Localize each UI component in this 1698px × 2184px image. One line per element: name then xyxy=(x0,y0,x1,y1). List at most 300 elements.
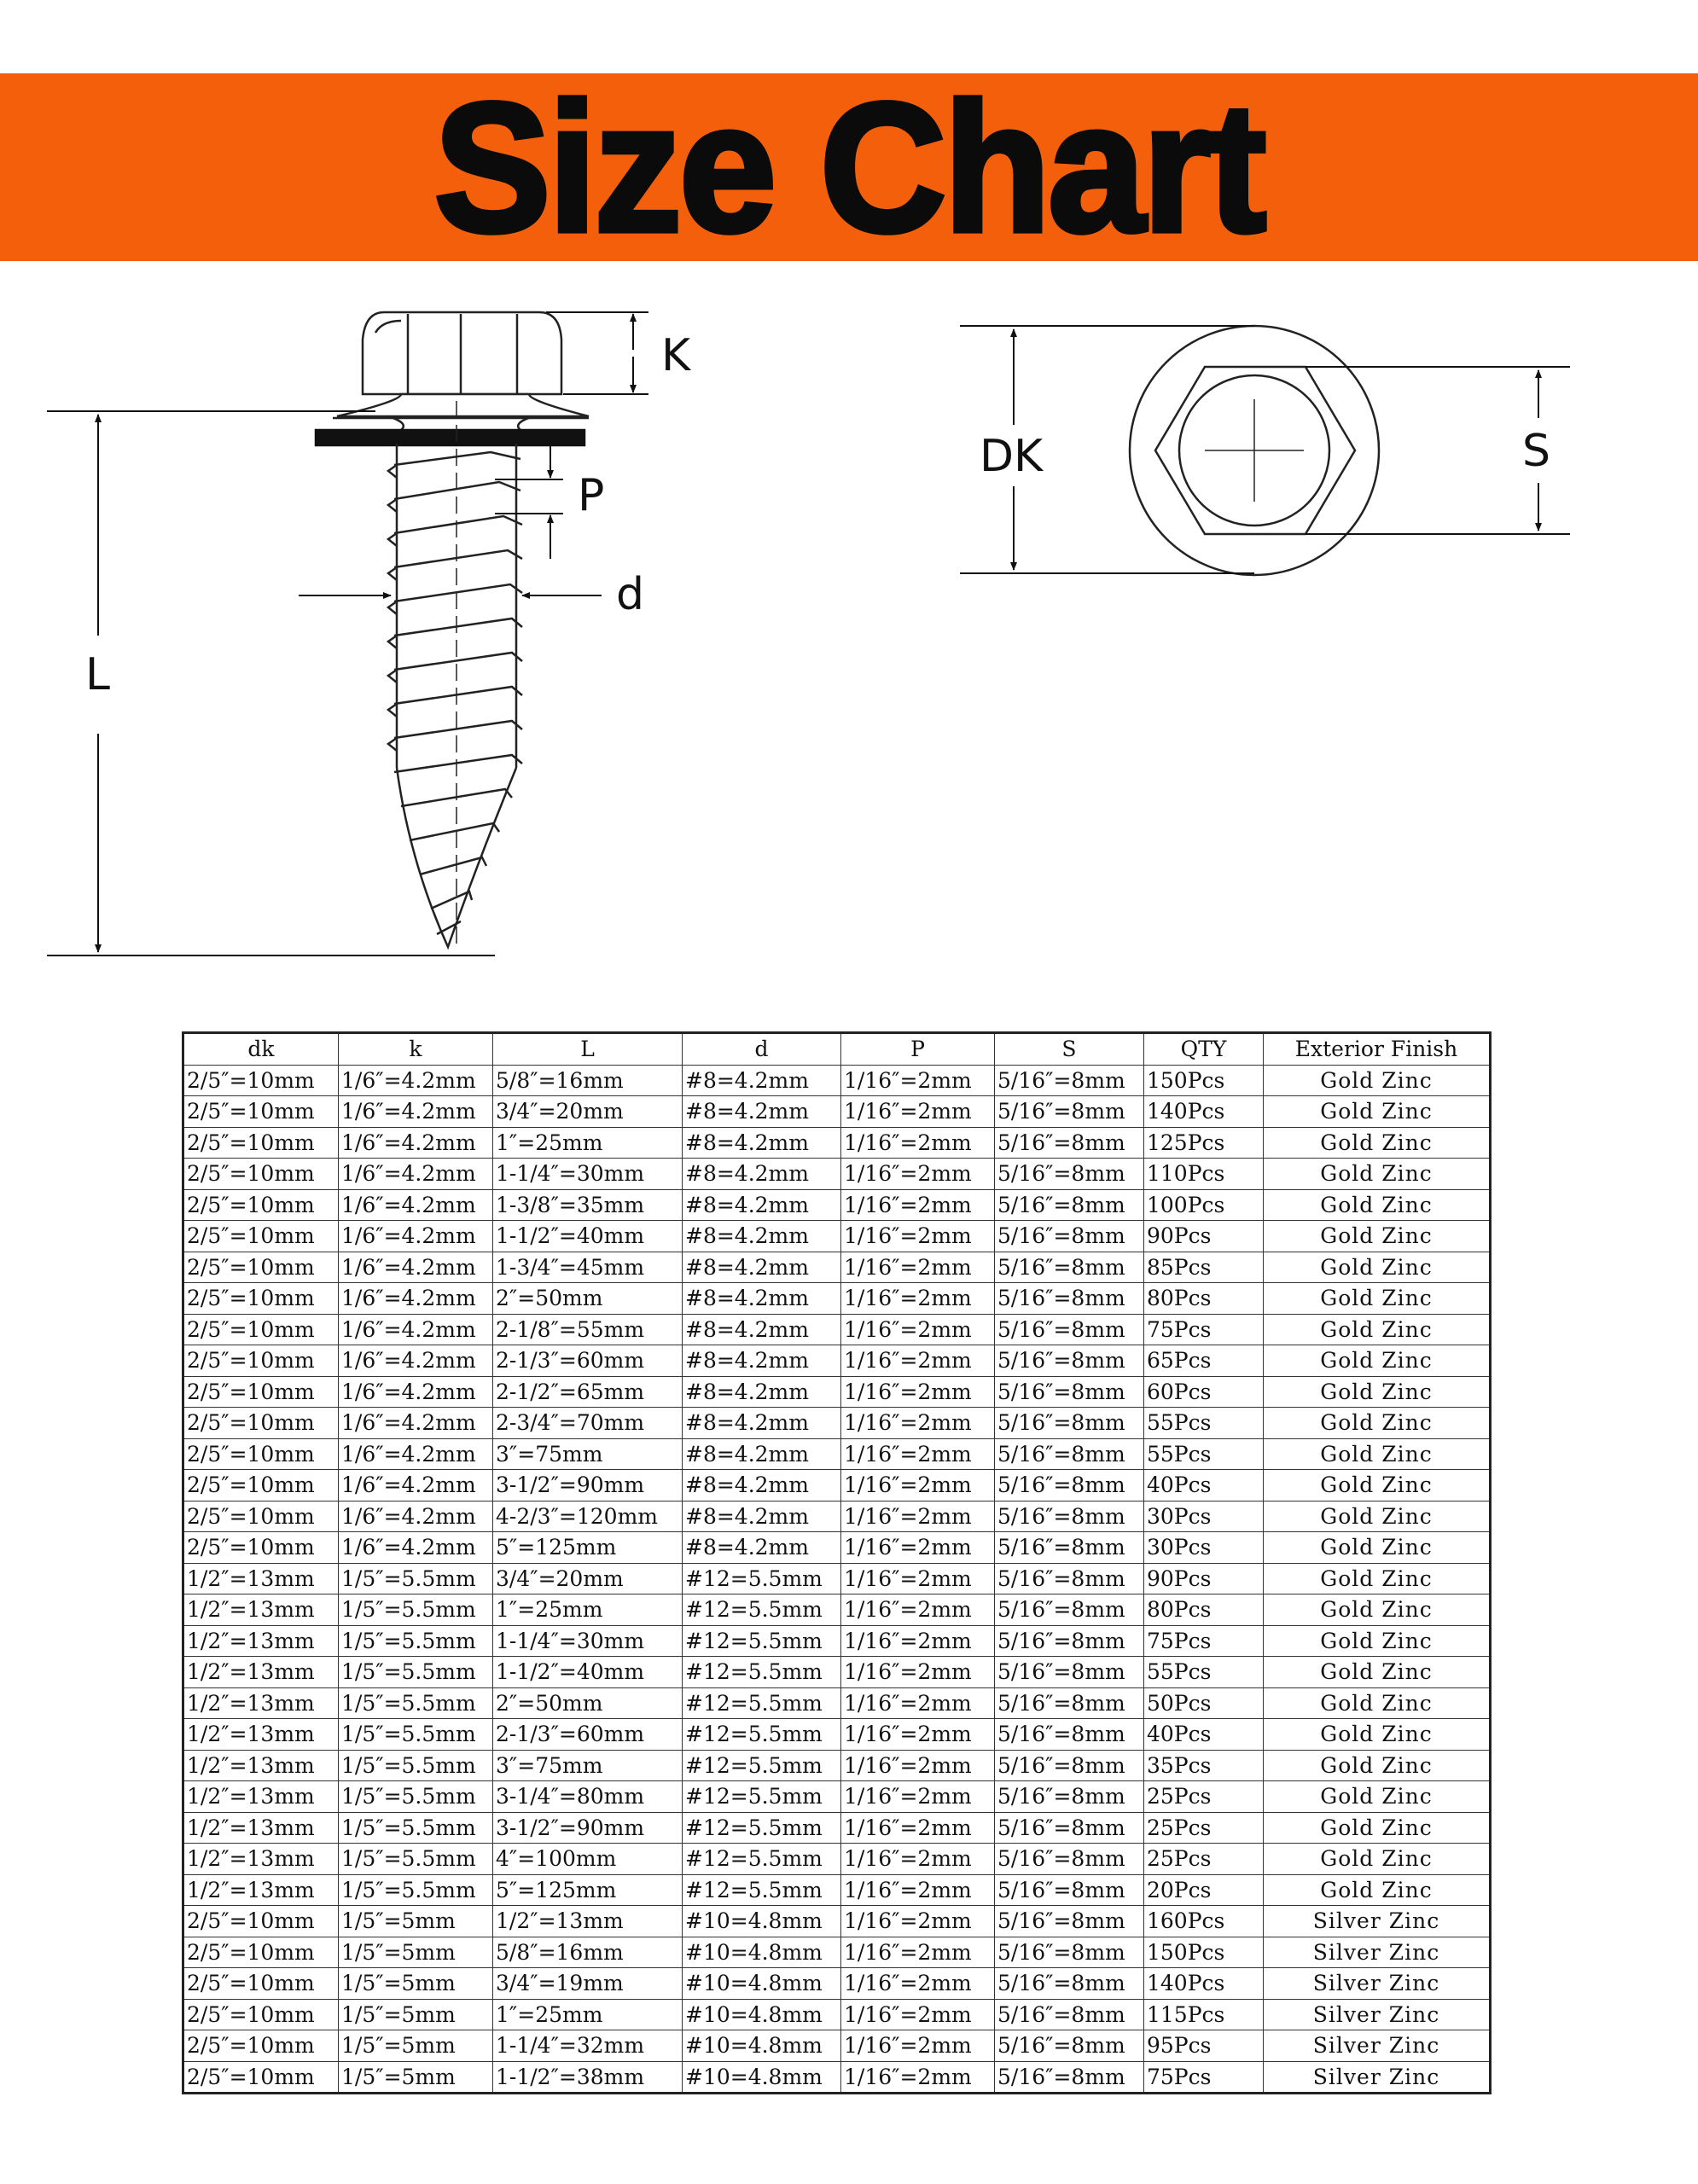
table-row xyxy=(183,1719,1491,1751)
cell-l: 1-1/2″=40mm xyxy=(493,1657,683,1688)
cell-d: #10=4.8mm xyxy=(683,1999,841,2030)
cell-s: 5/16″=8mm xyxy=(995,1750,1144,1781)
cell-dk: 2/5″=10mm xyxy=(183,1532,339,1564)
cell-exterior-finish: Silver Zinc xyxy=(1264,2030,1491,2062)
cell-l: 1-3/8″=35mm xyxy=(493,1189,683,1221)
table-row xyxy=(183,1283,1491,1315)
cell-l: 5/8″=16mm xyxy=(493,1065,683,1096)
cell-qty: 60Pcs xyxy=(1144,1376,1264,1408)
cell-exterior-finish: Gold Zinc xyxy=(1264,1625,1491,1657)
cell-l: 2-3/4″=70mm xyxy=(493,1408,683,1439)
cell-dk: 2/5″=10mm xyxy=(183,1314,339,1345)
cell-l: 1″=25mm xyxy=(493,1594,683,1626)
cell-qty: 55Pcs xyxy=(1144,1438,1264,1470)
cell-d: #10=4.8mm xyxy=(683,1906,841,1937)
cell-l: 1-1/4″=30mm xyxy=(493,1625,683,1657)
cell-qty: 75Pcs xyxy=(1144,1314,1264,1345)
cell-qty: 150Pcs xyxy=(1144,1937,1264,1968)
cell-k: 1/5″=5.5mm xyxy=(339,1750,493,1781)
table-row xyxy=(183,1345,1491,1377)
cell-s: 5/16″=8mm xyxy=(995,1501,1144,1532)
cell-qty: 140Pcs xyxy=(1144,1096,1264,1128)
cell-dk: 2/5″=10mm xyxy=(183,1376,339,1408)
cell-l: 2-1/8″=55mm xyxy=(493,1314,683,1345)
cell-exterior-finish: Gold Zinc xyxy=(1264,1065,1491,1096)
size-table xyxy=(182,1031,1492,2094)
cell-l: 4-2/3″=120mm xyxy=(493,1501,683,1532)
cell-l: 1-1/2″=38mm xyxy=(493,2061,683,2094)
cell-d: #12=5.5mm xyxy=(683,1844,841,1875)
cell-p: 1/16″=2mm xyxy=(841,1657,995,1688)
cell-k: 1/5″=5mm xyxy=(339,1937,493,1968)
cell-k: 1/5″=5mm xyxy=(339,1999,493,2030)
cell-qty: 110Pcs xyxy=(1144,1159,1264,1190)
cell-exterior-finish: Gold Zinc xyxy=(1264,1719,1491,1751)
cell-p: 1/16″=2mm xyxy=(841,1532,995,1564)
cell-dk: 2/5″=10mm xyxy=(183,1127,339,1159)
cell-qty: 50Pcs xyxy=(1144,1687,1264,1719)
cell-p: 1/16″=2mm xyxy=(841,1283,995,1315)
cell-exterior-finish: Gold Zinc xyxy=(1264,1314,1491,1345)
cell-k: 1/6″=4.2mm xyxy=(339,1314,493,1345)
cell-s: 5/16″=8mm xyxy=(995,1999,1144,2030)
cell-s: 5/16″=8mm xyxy=(995,1283,1144,1315)
cell-k: 1/5″=5.5mm xyxy=(339,1812,493,1844)
cell-k: 1/6″=4.2mm xyxy=(339,1408,493,1439)
top-dimension-lines xyxy=(960,326,1570,573)
table-row xyxy=(183,1096,1491,1128)
cell-k: 1/5″=5.5mm xyxy=(339,1719,493,1751)
cell-s: 5/16″=8mm xyxy=(995,1221,1144,1252)
cell-qty: 55Pcs xyxy=(1144,1657,1264,1688)
cell-d: #12=5.5mm xyxy=(683,1657,841,1688)
table-row xyxy=(183,1376,1491,1408)
cell-l: 3″=75mm xyxy=(493,1750,683,1781)
cell-s: 5/16″=8mm xyxy=(995,1657,1144,1688)
cell-qty: 20Pcs xyxy=(1144,1874,1264,1906)
table-row xyxy=(183,1065,1491,1096)
cell-s: 5/16″=8mm xyxy=(995,1906,1144,1937)
cell-k: 1/6″=4.2mm xyxy=(339,1345,493,1377)
header-p: P xyxy=(841,1033,995,1066)
cell-k: 1/6″=4.2mm xyxy=(339,1532,493,1564)
cell-exterior-finish: Gold Zinc xyxy=(1264,1594,1491,1626)
cell-p: 1/16″=2mm xyxy=(841,1781,995,1813)
cell-qty: 125Pcs xyxy=(1144,1127,1264,1159)
cell-s: 5/16″=8mm xyxy=(995,1594,1144,1626)
cell-p: 1/16″=2mm xyxy=(841,1159,995,1190)
cell-qty: 80Pcs xyxy=(1144,1283,1264,1315)
cell-l: 1-1/4″=30mm xyxy=(493,1159,683,1190)
cell-d: #8=4.2mm xyxy=(683,1501,841,1532)
cell-k: 1/5″=5.5mm xyxy=(339,1625,493,1657)
table-row xyxy=(183,1221,1491,1252)
cell-exterior-finish: Gold Zinc xyxy=(1264,1874,1491,1906)
cell-s: 5/16″=8mm xyxy=(995,1189,1144,1221)
cell-l: 3″=75mm xyxy=(493,1438,683,1470)
cell-d: #10=4.8mm xyxy=(683,2030,841,2062)
cell-p: 1/16″=2mm xyxy=(841,1501,995,1532)
cell-qty: 90Pcs xyxy=(1144,1563,1264,1594)
cell-qty: 90Pcs xyxy=(1144,1221,1264,1252)
label-s: S xyxy=(1522,426,1551,477)
cell-exterior-finish: Gold Zinc xyxy=(1264,1470,1491,1502)
table-row xyxy=(183,1781,1491,1813)
cell-d: #8=4.2mm xyxy=(683,1221,841,1252)
cell-l: 3-1/2″=90mm xyxy=(493,1812,683,1844)
cell-s: 5/16″=8mm xyxy=(995,1438,1144,1470)
cell-exterior-finish: Gold Zinc xyxy=(1264,1221,1491,1252)
cell-k: 1/6″=4.2mm xyxy=(339,1096,493,1128)
cell-p: 1/16″=2mm xyxy=(841,1438,995,1470)
header-d: d xyxy=(683,1033,841,1066)
cell-s: 5/16″=8mm xyxy=(995,1625,1144,1657)
cell-exterior-finish: Gold Zinc xyxy=(1264,1408,1491,1439)
cell-qty: 75Pcs xyxy=(1144,2061,1264,2094)
cell-l: 1-1/4″=32mm xyxy=(493,2030,683,2062)
cell-exterior-finish: Silver Zinc xyxy=(1264,1937,1491,1968)
cell-p: 1/16″=2mm xyxy=(841,1906,995,1937)
cell-dk: 1/2″=13mm xyxy=(183,1781,339,1813)
cell-p: 1/16″=2mm xyxy=(841,1812,995,1844)
cell-d: #8=4.2mm xyxy=(683,1532,841,1564)
cell-l: 2-1/3″=60mm xyxy=(493,1719,683,1751)
cell-d: #12=5.5mm xyxy=(683,1687,841,1719)
cell-p: 1/16″=2mm xyxy=(841,1096,995,1128)
cell-k: 1/5″=5.5mm xyxy=(339,1844,493,1875)
cell-s: 5/16″=8mm xyxy=(995,1096,1144,1128)
header-l: L xyxy=(493,1033,683,1066)
cell-s: 5/16″=8mm xyxy=(995,1532,1144,1564)
table-row xyxy=(183,1874,1491,1906)
cell-l: 4″=100mm xyxy=(493,1844,683,1875)
cell-k: 1/6″=4.2mm xyxy=(339,1252,493,1283)
cell-s: 5/16″=8mm xyxy=(995,1159,1144,1190)
cell-s: 5/16″=8mm xyxy=(995,1687,1144,1719)
table-row xyxy=(183,1844,1491,1875)
cell-dk: 1/2″=13mm xyxy=(183,1594,339,1626)
cell-dk: 1/2″=13mm xyxy=(183,1563,339,1594)
cell-dk: 2/5″=10mm xyxy=(183,1189,339,1221)
cell-d: #12=5.5mm xyxy=(683,1781,841,1813)
cell-qty: 25Pcs xyxy=(1144,1844,1264,1875)
cell-qty: 150Pcs xyxy=(1144,1065,1264,1096)
cell-k: 1/6″=4.2mm xyxy=(339,1189,493,1221)
cell-k: 1/5″=5.5mm xyxy=(339,1874,493,1906)
cell-exterior-finish: Gold Zinc xyxy=(1264,1812,1491,1844)
cell-qty: 30Pcs xyxy=(1144,1532,1264,1564)
cell-p: 1/16″=2mm xyxy=(841,1314,995,1345)
table-row xyxy=(183,1314,1491,1345)
cell-k: 1/6″=4.2mm xyxy=(339,1283,493,1315)
cell-k: 1/5″=5.5mm xyxy=(339,1594,493,1626)
table-row xyxy=(183,1968,1491,2000)
cell-qty: 140Pcs xyxy=(1144,1968,1264,2000)
cell-d: #10=4.8mm xyxy=(683,1968,841,2000)
label-d: d xyxy=(616,569,645,620)
cell-dk: 2/5″=10mm xyxy=(183,1937,339,1968)
table-header-row xyxy=(183,1033,1491,1066)
table-row xyxy=(183,1501,1491,1532)
cell-d: #12=5.5mm xyxy=(683,1625,841,1657)
cell-dk: 2/5″=10mm xyxy=(183,2061,339,2094)
cell-l: 2″=50mm xyxy=(493,1687,683,1719)
cell-l: 2″=50mm xyxy=(493,1283,683,1315)
cell-d: #8=4.2mm xyxy=(683,1438,841,1470)
cell-p: 1/16″=2mm xyxy=(841,1687,995,1719)
cell-exterior-finish: Gold Zinc xyxy=(1264,1189,1491,1221)
table-row xyxy=(183,1438,1491,1470)
cell-p: 1/16″=2mm xyxy=(841,1625,995,1657)
cell-dk: 2/5″=10mm xyxy=(183,1968,339,2000)
screw-dimension-diagram xyxy=(0,282,1698,981)
cell-l: 1″=25mm xyxy=(493,1127,683,1159)
cell-l: 3-1/2″=90mm xyxy=(493,1470,683,1502)
cell-dk: 1/2″=13mm xyxy=(183,1625,339,1657)
cell-p: 1/16″=2mm xyxy=(841,1376,995,1408)
cell-qty: 30Pcs xyxy=(1144,1501,1264,1532)
table-row xyxy=(183,1252,1491,1283)
cell-d: #10=4.8mm xyxy=(683,2061,841,2094)
cell-d: #8=4.2mm xyxy=(683,1376,841,1408)
table-row xyxy=(183,1408,1491,1439)
cell-exterior-finish: Gold Zinc xyxy=(1264,1283,1491,1315)
table-row xyxy=(183,2030,1491,2062)
cell-l: 1-1/2″=40mm xyxy=(493,1221,683,1252)
table-row xyxy=(183,1563,1491,1594)
cell-qty: 35Pcs xyxy=(1144,1750,1264,1781)
cell-s: 5/16″=8mm xyxy=(995,1252,1144,1283)
cell-d: #8=4.2mm xyxy=(683,1159,841,1190)
cell-qty: 25Pcs xyxy=(1144,1812,1264,1844)
cell-dk: 2/5″=10mm xyxy=(183,1345,339,1377)
cell-exterior-finish: Gold Zinc xyxy=(1264,1750,1491,1781)
cell-qty: 40Pcs xyxy=(1144,1470,1264,1502)
cell-dk: 2/5″=10mm xyxy=(183,1221,339,1252)
table-row xyxy=(183,1532,1491,1564)
cell-p: 1/16″=2mm xyxy=(841,1189,995,1221)
cell-dk: 2/5″=10mm xyxy=(183,1999,339,2030)
cell-d: #12=5.5mm xyxy=(683,1874,841,1906)
header-dk: dk xyxy=(183,1033,339,1066)
cell-d: #8=4.2mm xyxy=(683,1096,841,1128)
cell-d: #12=5.5mm xyxy=(683,1563,841,1594)
cell-l: 1/2″=13mm xyxy=(493,1906,683,1937)
page-title: Size Chart xyxy=(433,64,1265,270)
cell-l: 2-1/2″=65mm xyxy=(493,1376,683,1408)
cell-p: 1/16″=2mm xyxy=(841,1999,995,2030)
cell-d: #8=4.2mm xyxy=(683,1127,841,1159)
cell-k: 1/5″=5.5mm xyxy=(339,1657,493,1688)
cell-exterior-finish: Silver Zinc xyxy=(1264,2061,1491,2094)
label-l: L xyxy=(85,649,110,700)
cell-k: 1/6″=4.2mm xyxy=(339,1127,493,1159)
cell-p: 1/16″=2mm xyxy=(841,1874,995,1906)
cell-s: 5/16″=8mm xyxy=(995,1968,1144,2000)
cell-dk: 2/5″=10mm xyxy=(183,1501,339,1532)
header-s: S xyxy=(995,1033,1144,1066)
cell-l: 3/4″=20mm xyxy=(493,1096,683,1128)
cell-dk: 1/2″=13mm xyxy=(183,1874,339,1906)
title-banner xyxy=(0,64,1698,270)
cell-exterior-finish: Gold Zinc xyxy=(1264,1438,1491,1470)
cell-exterior-finish: Gold Zinc xyxy=(1264,1844,1491,1875)
cell-s: 5/16″=8mm xyxy=(995,1127,1144,1159)
table-row xyxy=(183,1470,1491,1502)
cell-d: #8=4.2mm xyxy=(683,1065,841,1096)
cell-dk: 1/2″=13mm xyxy=(183,1657,339,1688)
table-row xyxy=(183,1625,1491,1657)
table-row xyxy=(183,1999,1491,2030)
cell-l: 3/4″=19mm xyxy=(493,1968,683,2000)
cell-k: 1/5″=5.5mm xyxy=(339,1781,493,1813)
cell-p: 1/16″=2mm xyxy=(841,2030,995,2062)
cell-exterior-finish: Silver Zinc xyxy=(1264,1906,1491,1937)
cell-dk: 1/2″=13mm xyxy=(183,1750,339,1781)
cell-exterior-finish: Gold Zinc xyxy=(1264,1345,1491,1377)
cell-dk: 2/5″=10mm xyxy=(183,1470,339,1502)
header-qty: QTY xyxy=(1144,1033,1264,1066)
cell-s: 5/16″=8mm xyxy=(995,1065,1144,1096)
table-row xyxy=(183,1687,1491,1719)
table-body xyxy=(183,1065,1491,2094)
cell-dk: 1/2″=13mm xyxy=(183,1687,339,1719)
cell-s: 5/16″=8mm xyxy=(995,1314,1144,1345)
cell-s: 5/16″=8mm xyxy=(995,2061,1144,2094)
table-row xyxy=(183,1159,1491,1190)
cell-exterior-finish: Silver Zinc xyxy=(1264,1968,1491,2000)
cell-p: 1/16″=2mm xyxy=(841,2061,995,2094)
cell-l: 3-1/4″=80mm xyxy=(493,1781,683,1813)
table-row xyxy=(183,1127,1491,1159)
cell-k: 1/6″=4.2mm xyxy=(339,1376,493,1408)
cell-p: 1/16″=2mm xyxy=(841,1937,995,1968)
cell-p: 1/16″=2mm xyxy=(841,1968,995,2000)
cell-s: 5/16″=8mm xyxy=(995,1874,1144,1906)
cell-d: #8=4.2mm xyxy=(683,1470,841,1502)
cell-exterior-finish: Gold Zinc xyxy=(1264,1532,1491,1564)
table-row xyxy=(183,2061,1491,2094)
cell-p: 1/16″=2mm xyxy=(841,1844,995,1875)
cell-qty: 55Pcs xyxy=(1144,1408,1264,1439)
cell-dk: 2/5″=10mm xyxy=(183,1065,339,1096)
cell-p: 1/16″=2mm xyxy=(841,1408,995,1439)
cell-qty: 75Pcs xyxy=(1144,1625,1264,1657)
cell-dk: 2/5″=10mm xyxy=(183,1252,339,1283)
cell-d: #8=4.2mm xyxy=(683,1189,841,1221)
cell-d: #8=4.2mm xyxy=(683,1408,841,1439)
label-k: K xyxy=(661,330,691,381)
cell-exterior-finish: Gold Zinc xyxy=(1264,1252,1491,1283)
cell-d: #10=4.8mm xyxy=(683,1937,841,1968)
cell-s: 5/16″=8mm xyxy=(995,1376,1144,1408)
cell-s: 5/16″=8mm xyxy=(995,1345,1144,1377)
table-row xyxy=(183,1812,1491,1844)
table-row xyxy=(183,1657,1491,1688)
cell-exterior-finish: Gold Zinc xyxy=(1264,1501,1491,1532)
cell-dk: 2/5″=10mm xyxy=(183,1283,339,1315)
cell-s: 5/16″=8mm xyxy=(995,1937,1144,1968)
table-row xyxy=(183,1750,1491,1781)
cell-d: #12=5.5mm xyxy=(683,1594,841,1626)
table-row xyxy=(183,1937,1491,1968)
cell-s: 5/16″=8mm xyxy=(995,1781,1144,1813)
cell-p: 1/16″=2mm xyxy=(841,1065,995,1096)
cell-exterior-finish: Gold Zinc xyxy=(1264,1159,1491,1190)
cell-qty: 65Pcs xyxy=(1144,1345,1264,1377)
cell-k: 1/5″=5.5mm xyxy=(339,1563,493,1594)
header-exterior-finish: Exterior Finish xyxy=(1264,1033,1491,1066)
cell-qty: 115Pcs xyxy=(1144,1999,1264,2030)
cell-l: 5″=125mm xyxy=(493,1532,683,1564)
cell-k: 1/6″=4.2mm xyxy=(339,1159,493,1190)
cell-dk: 2/5″=10mm xyxy=(183,1906,339,1937)
cell-d: #12=5.5mm xyxy=(683,1812,841,1844)
label-p: P xyxy=(578,470,605,521)
cell-qty: 160Pcs xyxy=(1144,1906,1264,1937)
cell-qty: 85Pcs xyxy=(1144,1252,1264,1283)
cell-exterior-finish: Gold Zinc xyxy=(1264,1127,1491,1159)
cell-exterior-finish: Gold Zinc xyxy=(1264,1657,1491,1688)
cell-dk: 2/5″=10mm xyxy=(183,2030,339,2062)
cell-l: 1-3/4″=45mm xyxy=(493,1252,683,1283)
cell-k: 1/5″=5mm xyxy=(339,2061,493,2094)
cell-p: 1/16″=2mm xyxy=(841,1252,995,1283)
cell-d: #12=5.5mm xyxy=(683,1719,841,1751)
cell-k: 1/6″=4.2mm xyxy=(339,1065,493,1096)
cell-exterior-finish: Gold Zinc xyxy=(1264,1687,1491,1719)
cell-dk: 2/5″=10mm xyxy=(183,1159,339,1190)
cell-s: 5/16″=8mm xyxy=(995,1470,1144,1502)
screw-side-view xyxy=(316,312,589,947)
cell-p: 1/16″=2mm xyxy=(841,1221,995,1252)
cell-k: 1/6″=4.2mm xyxy=(339,1438,493,1470)
cell-k: 1/5″=5.5mm xyxy=(339,1687,493,1719)
cell-l: 1″=25mm xyxy=(493,1999,683,2030)
cell-dk: 2/5″=10mm xyxy=(183,1096,339,1128)
table-row xyxy=(183,1189,1491,1221)
cell-s: 5/16″=8mm xyxy=(995,1812,1144,1844)
cell-l: 5/8″=16mm xyxy=(493,1937,683,1968)
cell-qty: 100Pcs xyxy=(1144,1189,1264,1221)
cell-p: 1/16″=2mm xyxy=(841,1563,995,1594)
cell-l: 3/4″=20mm xyxy=(493,1563,683,1594)
table-row xyxy=(183,1906,1491,1937)
cell-p: 1/16″=2mm xyxy=(841,1750,995,1781)
cell-dk: 2/5″=10mm xyxy=(183,1438,339,1470)
cell-k: 1/6″=4.2mm xyxy=(339,1470,493,1502)
cell-k: 1/6″=4.2mm xyxy=(339,1501,493,1532)
cell-k: 1/5″=5mm xyxy=(339,1906,493,1937)
cell-dk: 1/2″=13mm xyxy=(183,1812,339,1844)
cell-s: 5/16″=8mm xyxy=(995,1408,1144,1439)
cell-k: 1/5″=5mm xyxy=(339,1968,493,2000)
header-k: k xyxy=(339,1033,493,1066)
cell-exterior-finish: Gold Zinc xyxy=(1264,1781,1491,1813)
cell-d: #8=4.2mm xyxy=(683,1283,841,1315)
cell-k: 1/6″=4.2mm xyxy=(339,1221,493,1252)
screw-top-view xyxy=(1130,326,1379,575)
cell-p: 1/16″=2mm xyxy=(841,1594,995,1626)
cell-dk: 1/2″=13mm xyxy=(183,1844,339,1875)
cell-s: 5/16″=8mm xyxy=(995,1719,1144,1751)
cell-l: 2-1/3″=60mm xyxy=(493,1345,683,1377)
cell-p: 1/16″=2mm xyxy=(841,1719,995,1751)
cell-qty: 40Pcs xyxy=(1144,1719,1264,1751)
cell-p: 1/16″=2mm xyxy=(841,1127,995,1159)
cell-exterior-finish: Silver Zinc xyxy=(1264,1999,1491,2030)
cell-s: 5/16″=8mm xyxy=(995,1844,1144,1875)
